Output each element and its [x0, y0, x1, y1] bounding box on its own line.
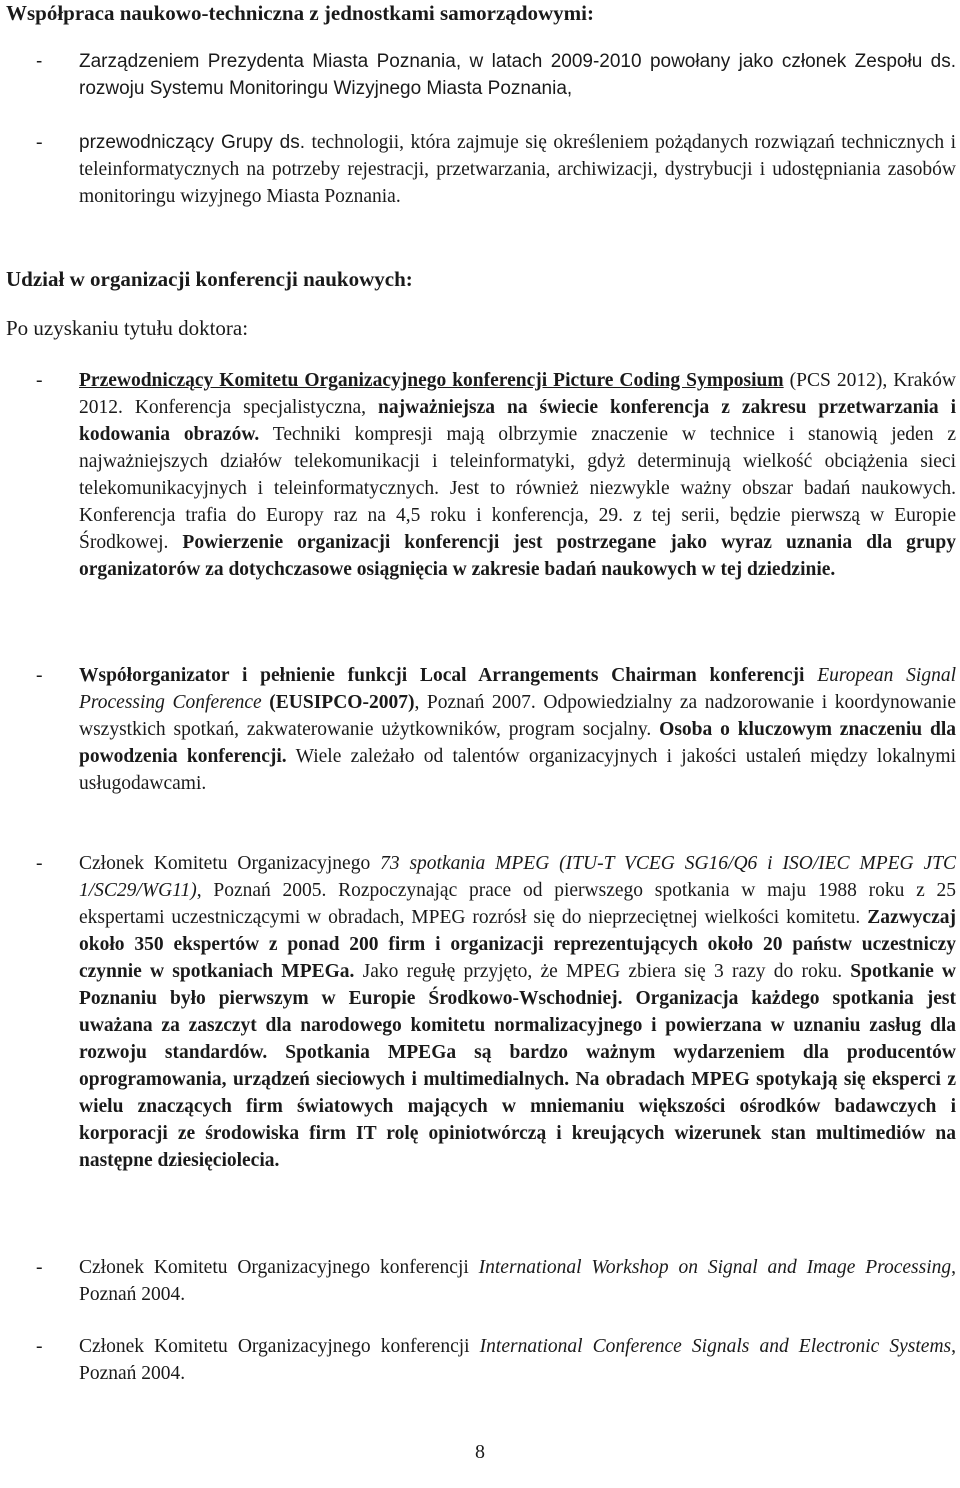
list-item-iwsip: [6, 1254, 956, 1308]
section-heading-conferences: Udział w organizacji konferencji naukowych:: [6, 267, 413, 291]
list-item: [6, 129, 956, 210]
bullet-dash: -: [36, 1336, 43, 1357]
item-text-part: Wiele zależało od talentów organizacyjnych i jakości ustaleń między lokalnymi usługodawcami.: [79, 746, 956, 794]
bullet-dash: -: [36, 132, 43, 153]
item-text-part: Techniki kompresji mają olbrzymie znaczenie w technice i stanowią jeden z najważniejszych działów telekomunikacji i teleinformatyki, gdyż determinują wielkość obciążenia sieci telekomunikacyjnych i teleinformatycznych. Jest to również niezwykle ważny obszar badań naukowych. Konferencja trafia do Europy raz na 4,5 roku i konferencja, 29. z tej serii, będzie pierwszą w Europie Środkowej.: [79, 424, 956, 553]
list-item-icses: [6, 1333, 956, 1387]
list-item-eusipco: [6, 662, 956, 797]
item-text-part: , Poznań 2005. Rozpoczynając prace od pierwszego spotkania w maju 1988 roku z 25 ekspertami uczestniczącymi w obradach, MPEG rozrósł się do nieprzeciętnej wielkości komitetu.: [79, 880, 956, 928]
subheading-after-phd: Po uzyskaniu tytułu doktora:: [6, 316, 249, 340]
bullet-dash: -: [36, 1257, 43, 1278]
item-text-part: Członek Komitetu Organizacyjnego konferencji: [79, 1336, 470, 1357]
item-text-bold: Spotkanie w Poznaniu było pierwszym w Europie Środkowo-Wschodniej. Organizacja każdego spotkania jest uważana za zaszczyt dla narodowego komitetu normalizacyjnego i powierzana w uznaniu zasług dla rozwoju standardów. Spotkania MPEGa są bardzo ważnym wydarzeniem dla producentów oprogramowania, urządzeń sieciowych i multimedialnych. Na obradach MPEG spotykają się eksperci z wielu znaczących firm światowych mających w mniemaniu większości ośrodków badawczych i korporacji ze środowiska firm IT rolę opiniotwórczą i kreujących wizerunek stan multimediów na następne dziesięciolecia.: [79, 961, 957, 1171]
item-text-part: technologii, która zajmuje się określeniem pożądanych rozwiązań technicznych i teleinformatycznych na potrzeby rejestracji, przetwarzania, archiwizacji, dystrybucji i udostępniania zasobów monitoringu wizyjnego Miasta Poznania.: [79, 132, 956, 207]
bullet-dash: -: [36, 853, 43, 874]
item-text-bold: Współorganizator i pełnienie funkcji Local Arrangements Chairman konferencji: [79, 665, 805, 686]
pcs-title: Przewodniczący Komitetu Organizacyjnego konferencji Picture Coding Symposium: [79, 370, 784, 391]
item-text-part: , Poznań 2004.: [79, 1336, 957, 1384]
item-text-bold: (EUSIPCO-2007): [269, 692, 415, 713]
conference-name: International Conference Signals and Electronic Systems: [479, 1336, 952, 1357]
item-text-part: , Poznań 2007. Odpowiedzialny za nadzorowanie i koordynowanie wszystkich spotkań, zakwaterowanie użytkowników, program socjalny.: [79, 692, 957, 740]
section-heading-cooperation: Współpraca naukowo-techniczna z jednostkami samorządowymi:: [6, 1, 594, 25]
conference-name: International Workshop on Signal and Image Processing: [478, 1257, 952, 1278]
item-text: Zarządzeniem Prezydenta Miasta Poznania, w latach 2009-2010 powołany jako członek Zespołu ds. rozwoju Systemu Monitoringu Wizyjnego Miasta Poznania,: [79, 51, 956, 99]
page-number: 8: [475, 1441, 485, 1463]
item-text-bold: Zazwyczaj około 350 ekspertów z ponad 200 firm i organizacji reprezentujących około 20 państw uczestniczy czynnie w spotkaniach MPEGa.: [79, 907, 956, 982]
item-text-part: Członek Komitetu Organizacyjnego konferencji: [79, 1257, 469, 1278]
item-text-part: , Poznań 2004.: [79, 1257, 957, 1305]
item-text-part: Członek Komitetu Organizacyjnego: [79, 853, 371, 874]
conference-name: European Signal Processing Conference: [79, 665, 956, 713]
item-text-bold: Osoba o kluczowym znaczeniu dla powodzenia konferencji.: [79, 719, 956, 767]
bullet-dash: -: [36, 370, 43, 391]
list-item: [6, 48, 956, 102]
item-text-bold: najważniejsza na świecie konferencja z zakresu przetwarzania i kodowania obrazów.: [79, 397, 957, 445]
item-text-part: (PCS 2012), Kraków 2012. Konferencja specjalistyczna,: [79, 370, 957, 418]
item-text-part: przewodniczący Grupy ds.: [79, 132, 305, 153]
bullet-dash: -: [36, 51, 43, 72]
item-text-part: Jako regułę przyjęto, że MPEG zbiera się 3 razy do roku.: [362, 961, 843, 982]
item-text-bold: Powierzenie organizacji konferencji jest postrzegane jako wyraz uznania dla grupy organizatorów za dotychczasowe osiągnięcia w zakresie badań naukowych w tej dziedzinie.: [79, 532, 956, 580]
meeting-name: 73 spotkania MPEG (ITU-T VCEG SG16/Q6 i ISO/IEC MPEG JTC 1/SC29/WG11): [79, 853, 956, 901]
list-item-pcs: [6, 367, 956, 583]
bullet-dash: -: [36, 665, 43, 686]
list-item-mpeg: [6, 850, 956, 1174]
